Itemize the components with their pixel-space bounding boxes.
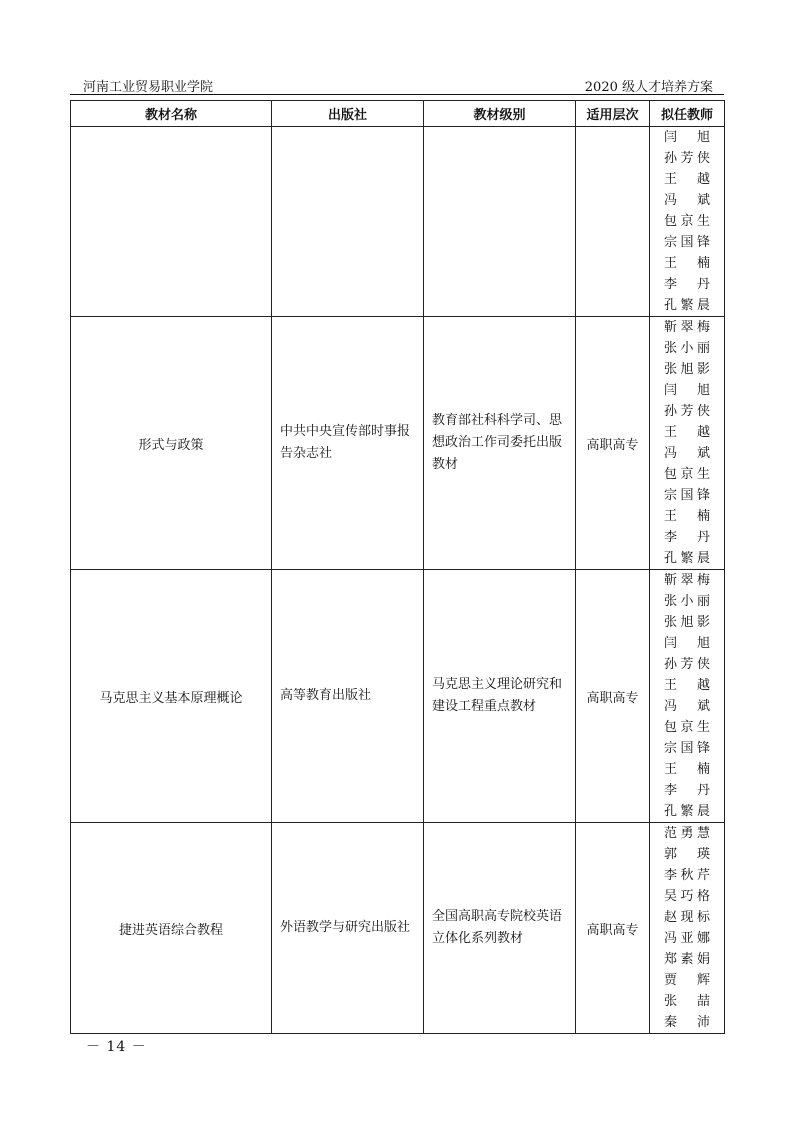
teacher-name: 闫 旭 [664, 383, 710, 398]
teachers-cell [650, 823, 725, 1034]
textbook-level-cell: 马克思主义理论研究和建设工程重点教材 [424, 570, 576, 823]
teacher-name: 靳翠梅 [664, 573, 710, 588]
textbook-name-cell [71, 127, 272, 317]
teachers-cell [650, 570, 725, 823]
teacher-name: 张 喆 [664, 994, 710, 1009]
teacher-name: 贾 辉 [664, 973, 710, 988]
teacher-name: 包京生 [664, 720, 710, 735]
teacher-name: 冯 斌 [664, 193, 710, 208]
col-header-name: 教材名称 [71, 101, 272, 127]
teachers-cell [650, 127, 725, 317]
teacher-name: 包京生 [664, 214, 710, 229]
textbook-table [70, 100, 725, 1034]
header-doc-title: 2020 级人才培养方案 [584, 80, 713, 95]
teacher-name: 张旭影 [664, 362, 710, 377]
teacher-name: 张小丽 [664, 341, 710, 356]
teacher-name: 王 越 [664, 678, 710, 693]
col-header-level: 教材级别 [424, 101, 576, 127]
applicable-tier-cell [576, 127, 650, 317]
textbook-name-cell: 形式与政策 [71, 317, 272, 570]
teacher-name: 王 楠 [664, 256, 710, 271]
teacher-name: 郑素娟 [664, 952, 710, 967]
col-header-teachers: 拟任教师 [650, 101, 725, 127]
teacher-name: 吴巧格 [664, 889, 710, 904]
col-header-publisher: 出版社 [272, 101, 424, 127]
textbook-level-cell: 教育部社科科学司、思想政治工作司委托出版教材 [424, 317, 576, 570]
teacher-name: 孔繁晨 [664, 298, 710, 313]
publisher-cell: 外语教学与研究出版社 [272, 823, 424, 1034]
teacher-name: 张旭影 [664, 615, 710, 630]
applicable-tier-cell: 高职高专 [576, 570, 650, 823]
teacher-name: 靳翠梅 [664, 320, 710, 335]
table-row [71, 823, 725, 1034]
teacher-name: 孔繁晨 [664, 804, 710, 819]
teacher-name: 冯亚娜 [664, 931, 710, 946]
teacher-name: 孙芳侠 [664, 151, 710, 166]
teacher-name: 孙芳侠 [664, 404, 710, 419]
teacher-name: 赵现标 [664, 910, 710, 925]
teacher-name: 王 楠 [664, 509, 710, 524]
teacher-name: 李 丹 [664, 530, 710, 545]
teacher-name: 范勇慧 [664, 826, 710, 841]
header-school-name: 河南工业贸易职业学院 [83, 80, 214, 95]
teacher-name: 王 越 [664, 425, 710, 440]
applicable-tier-cell: 高职高专 [576, 823, 650, 1034]
teacher-name: 宗国锋 [664, 235, 710, 250]
teacher-name: 秦 沛 [664, 1015, 710, 1030]
teacher-name: 宗国锋 [664, 741, 710, 756]
table-header-row [71, 101, 725, 127]
teacher-name: 王 越 [664, 172, 710, 187]
teacher-name: 包京生 [664, 467, 710, 482]
publisher-cell [272, 127, 424, 317]
teacher-name: 孔繁晨 [664, 551, 710, 566]
table-row [71, 127, 725, 317]
textbook-name-cell: 马克思主义基本原理概论 [71, 570, 272, 823]
table-row [71, 317, 725, 570]
teacher-name: 李 丹 [664, 783, 710, 798]
applicable-tier-cell: 高职高专 [576, 317, 650, 570]
publisher-cell: 高等教育出版社 [272, 570, 424, 823]
textbook-level-cell [424, 127, 576, 317]
teacher-name: 闫 旭 [664, 130, 710, 145]
teacher-name: 李秋芹 [664, 868, 710, 883]
teacher-name: 冯 斌 [664, 446, 710, 461]
col-header-tier: 适用层次 [576, 101, 650, 127]
header-rule [70, 94, 724, 95]
table-row [71, 570, 725, 823]
publisher-cell: 中共中央宣传部时事报告杂志社 [272, 317, 424, 570]
textbook-level-cell: 全国高职高专院校英语立体化系列教材 [424, 823, 576, 1034]
teacher-name: 王 楠 [664, 762, 710, 777]
teacher-name: 郭 瑛 [664, 847, 710, 862]
teacher-name: 闫 旭 [664, 636, 710, 651]
page-number: － 14 － [86, 1039, 147, 1055]
textbook-name-cell: 捷进英语综合教程 [71, 823, 272, 1034]
teacher-name: 李 丹 [664, 277, 710, 292]
teachers-cell [650, 317, 725, 570]
teacher-name: 宗国锋 [664, 488, 710, 503]
teacher-name: 冯 斌 [664, 699, 710, 714]
teacher-name: 张小丽 [664, 594, 710, 609]
teacher-name: 孙芳侠 [664, 657, 710, 672]
